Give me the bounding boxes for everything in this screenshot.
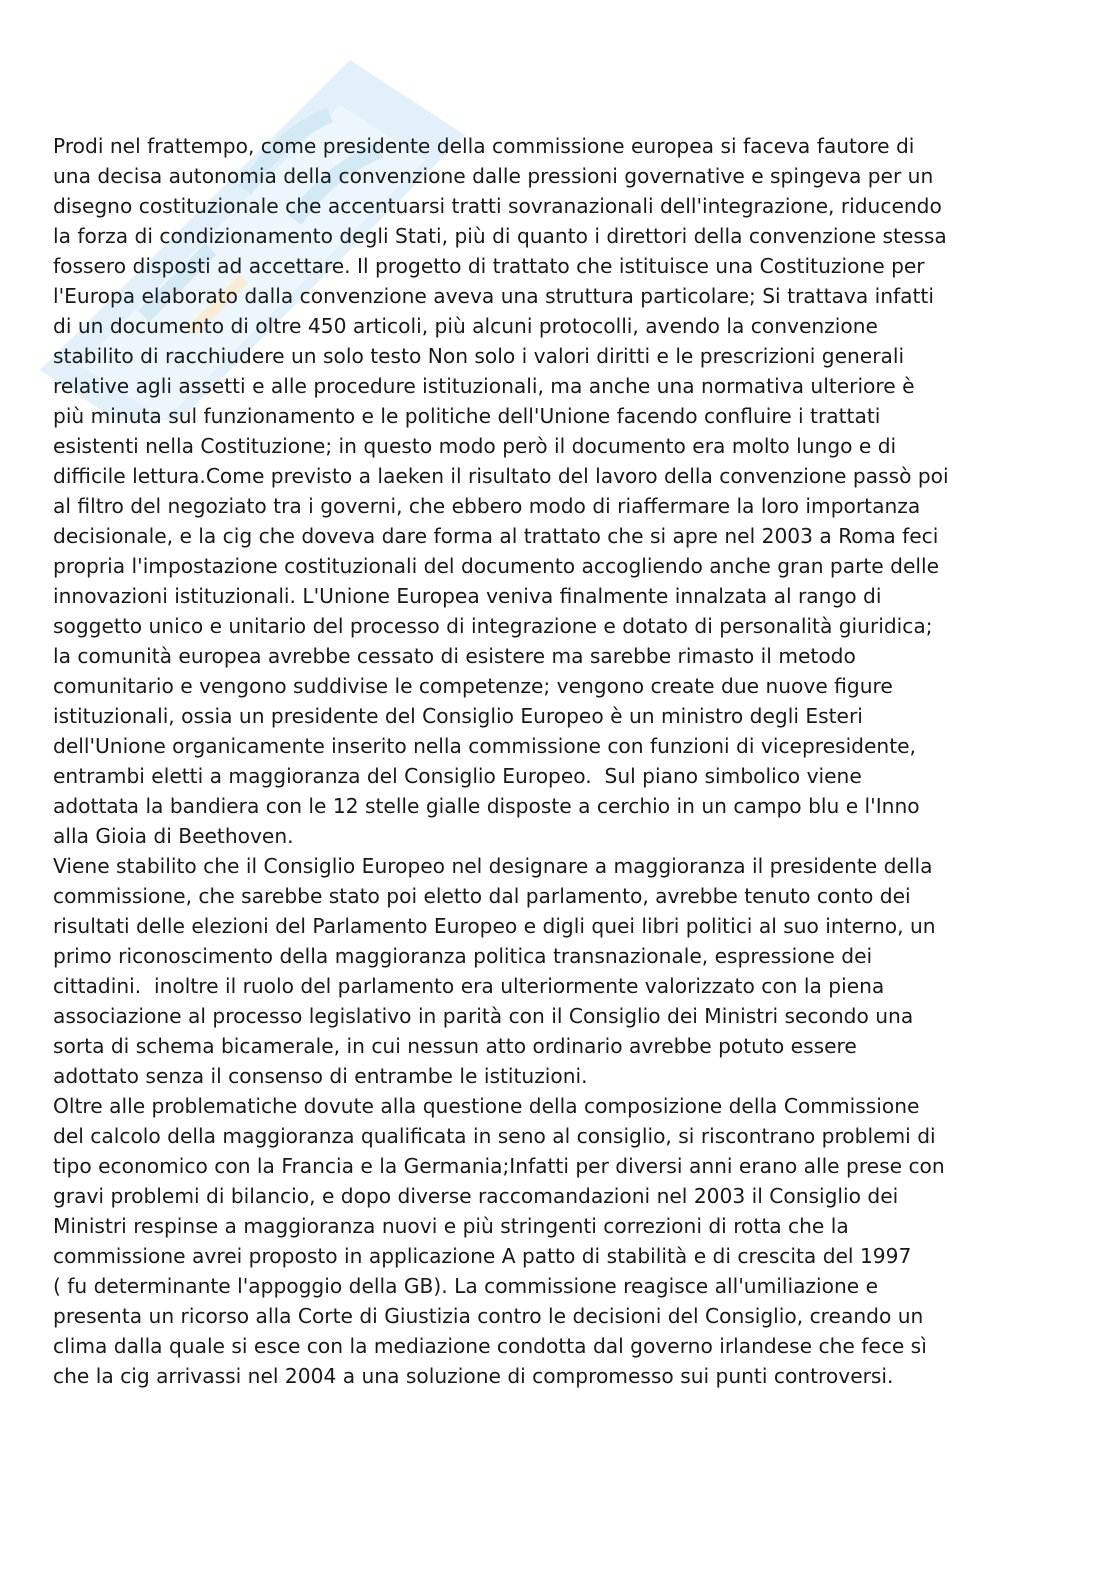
text-line: commissione, che sarebbe stato poi eletto dal parlamento, avrebbe tenuto conto dei (53, 884, 911, 908)
text-line: disegno costituzionale che accentuarsi tratti sovranazionali dell'integrazione, riducendo (53, 194, 942, 218)
text-line: associazione al processo legislativo in parità con il Consiglio dei Ministri secondo una (53, 1004, 914, 1028)
text-line: dell'Unione organicamente inserito nella commissione con funzioni di vicepresidente, (53, 734, 916, 758)
text-line: Ministri respinse a maggioranza nuovi e più stringenti correzioni di rotta che la (53, 1214, 849, 1238)
text-line: la comunità europea avrebbe cessato di esistere ma sarebbe rimasto il metodo (53, 644, 856, 668)
text-line: gravi problemi di bilancio, e dopo diverse raccomandazioni nel 2003 il Consiglio dei (53, 1184, 899, 1208)
text-line: difficile lettura.Come previsto a laeken il risultato del lavoro della convenzione passò poi (53, 464, 949, 488)
text-line: decisionale, e la cig che doveva dare forma al trattato che si apre nel 2003 a Roma feci (53, 524, 939, 548)
text-line: soggetto unico e unitario del processo di integrazione e dotato di personalità giuridica; (53, 614, 933, 638)
text-line: una decisa autonomia della convenzione dalle pressioni governative e spingeva per un (53, 164, 934, 188)
text-line: adottato senza il consenso di entrambe le istituzioni. (53, 1064, 588, 1088)
text-line: fossero disposti ad accettare. Il progetto di trattato che istituisce una Costituzione per (53, 254, 925, 278)
text-line: di un documento di oltre 450 articoli, più alcuni protocolli, avendo la convenzione (53, 314, 878, 338)
text-line: stabilito di racchiudere un solo testo Non solo i valori diritti e le prescrizioni generali (53, 344, 905, 368)
text-line: relative agli assetti e alle procedure istituzionali, ma anche una normativa ulteriore è (53, 374, 915, 398)
text-line: l'Europa elaborato dalla convenzione aveva una struttura particolare; Si trattava infatti (53, 284, 934, 308)
text-line: ( fu determinante l'appoggio della GB). La commissione reagisce all'umiliazione e (53, 1274, 879, 1298)
document-body (53, 131, 1053, 1391)
text-line: alla Gioia di Beethoven. (53, 824, 294, 848)
text-line: primo riconoscimento della maggioranza politica transnazionale, espressione dei (53, 944, 873, 968)
text-line: clima dalla quale si esce con la mediazione condotta dal governo irlandese che fece sì (53, 1334, 927, 1358)
text-line: risultati delle elezioni del Parlamento Europeo e digli quei libri politici al suo interno, un (53, 914, 936, 938)
text-line: presenta un ricorso alla Corte di Giustizia contro le decisioni del Consiglio, creando un (53, 1304, 924, 1328)
text-line: Viene stabilito che il Consiglio Europeo nel designare a maggioranza il presidente della (53, 854, 933, 878)
text-line: tipo economico con la Francia e la Germania;Infatti per diversi anni erano alle prese con (53, 1154, 945, 1178)
text-line: più minuta sul funzionamento e le politiche dell'Unione facendo confluire i trattati (53, 404, 881, 428)
text-line: la forza di condizionamento degli Stati, più di quanto i direttori della convenzione stessa (53, 224, 947, 248)
text-line: al filtro del negoziato tra i governi, che ebbero modo di riaffermare la loro importanza (53, 494, 921, 518)
text-line: che la cig arrivassi nel 2004 a una soluzione di compromesso sui punti controversi. (53, 1364, 894, 1388)
text-line: del calcolo della maggioranza qualificata in seno al consiglio, si riscontrano problemi di (53, 1124, 936, 1148)
text-line: Prodi nel frattempo, come presidente della commissione europea si faceva fautore di (53, 134, 915, 158)
text-line: Oltre alle problematiche dovute alla questione della composizione della Commissione (53, 1094, 920, 1118)
text-line: cittadini. inoltre il ruolo del parlamento era ulteriormente valorizzato con la piena (53, 974, 885, 998)
text-line: comunitario e vengono suddivise le competenze; vengono create due nuove figure (53, 674, 893, 698)
text-line: esistenti nella Costituzione; in questo modo però il documento era molto lungo e di (53, 434, 897, 458)
text-line: propria l'impostazione costituzionali del documento accogliendo anche gran parte delle (53, 554, 940, 578)
text-line: adottata la bandiera con le 12 stelle gialle disposte a cerchio in un campo blu e l'Inno (53, 794, 920, 818)
text-line: entrambi eletti a maggioranza del Consiglio Europeo. Sul piano simbolico viene (53, 764, 862, 788)
text-line: commissione avrei proposto in applicazione A patto di stabilità e di crescita del 1997 (53, 1244, 912, 1268)
text-line: sorta di schema bicamerale, in cui nessun atto ordinario avrebbe potuto essere (53, 1034, 857, 1058)
text-line: istituzionali, ossia un presidente del Consiglio Europeo è un ministro degli Esteri (53, 704, 863, 728)
text-line: innovazioni istituzionali. L'Unione Europea veniva finalmente innalzata al rango di (53, 584, 882, 608)
